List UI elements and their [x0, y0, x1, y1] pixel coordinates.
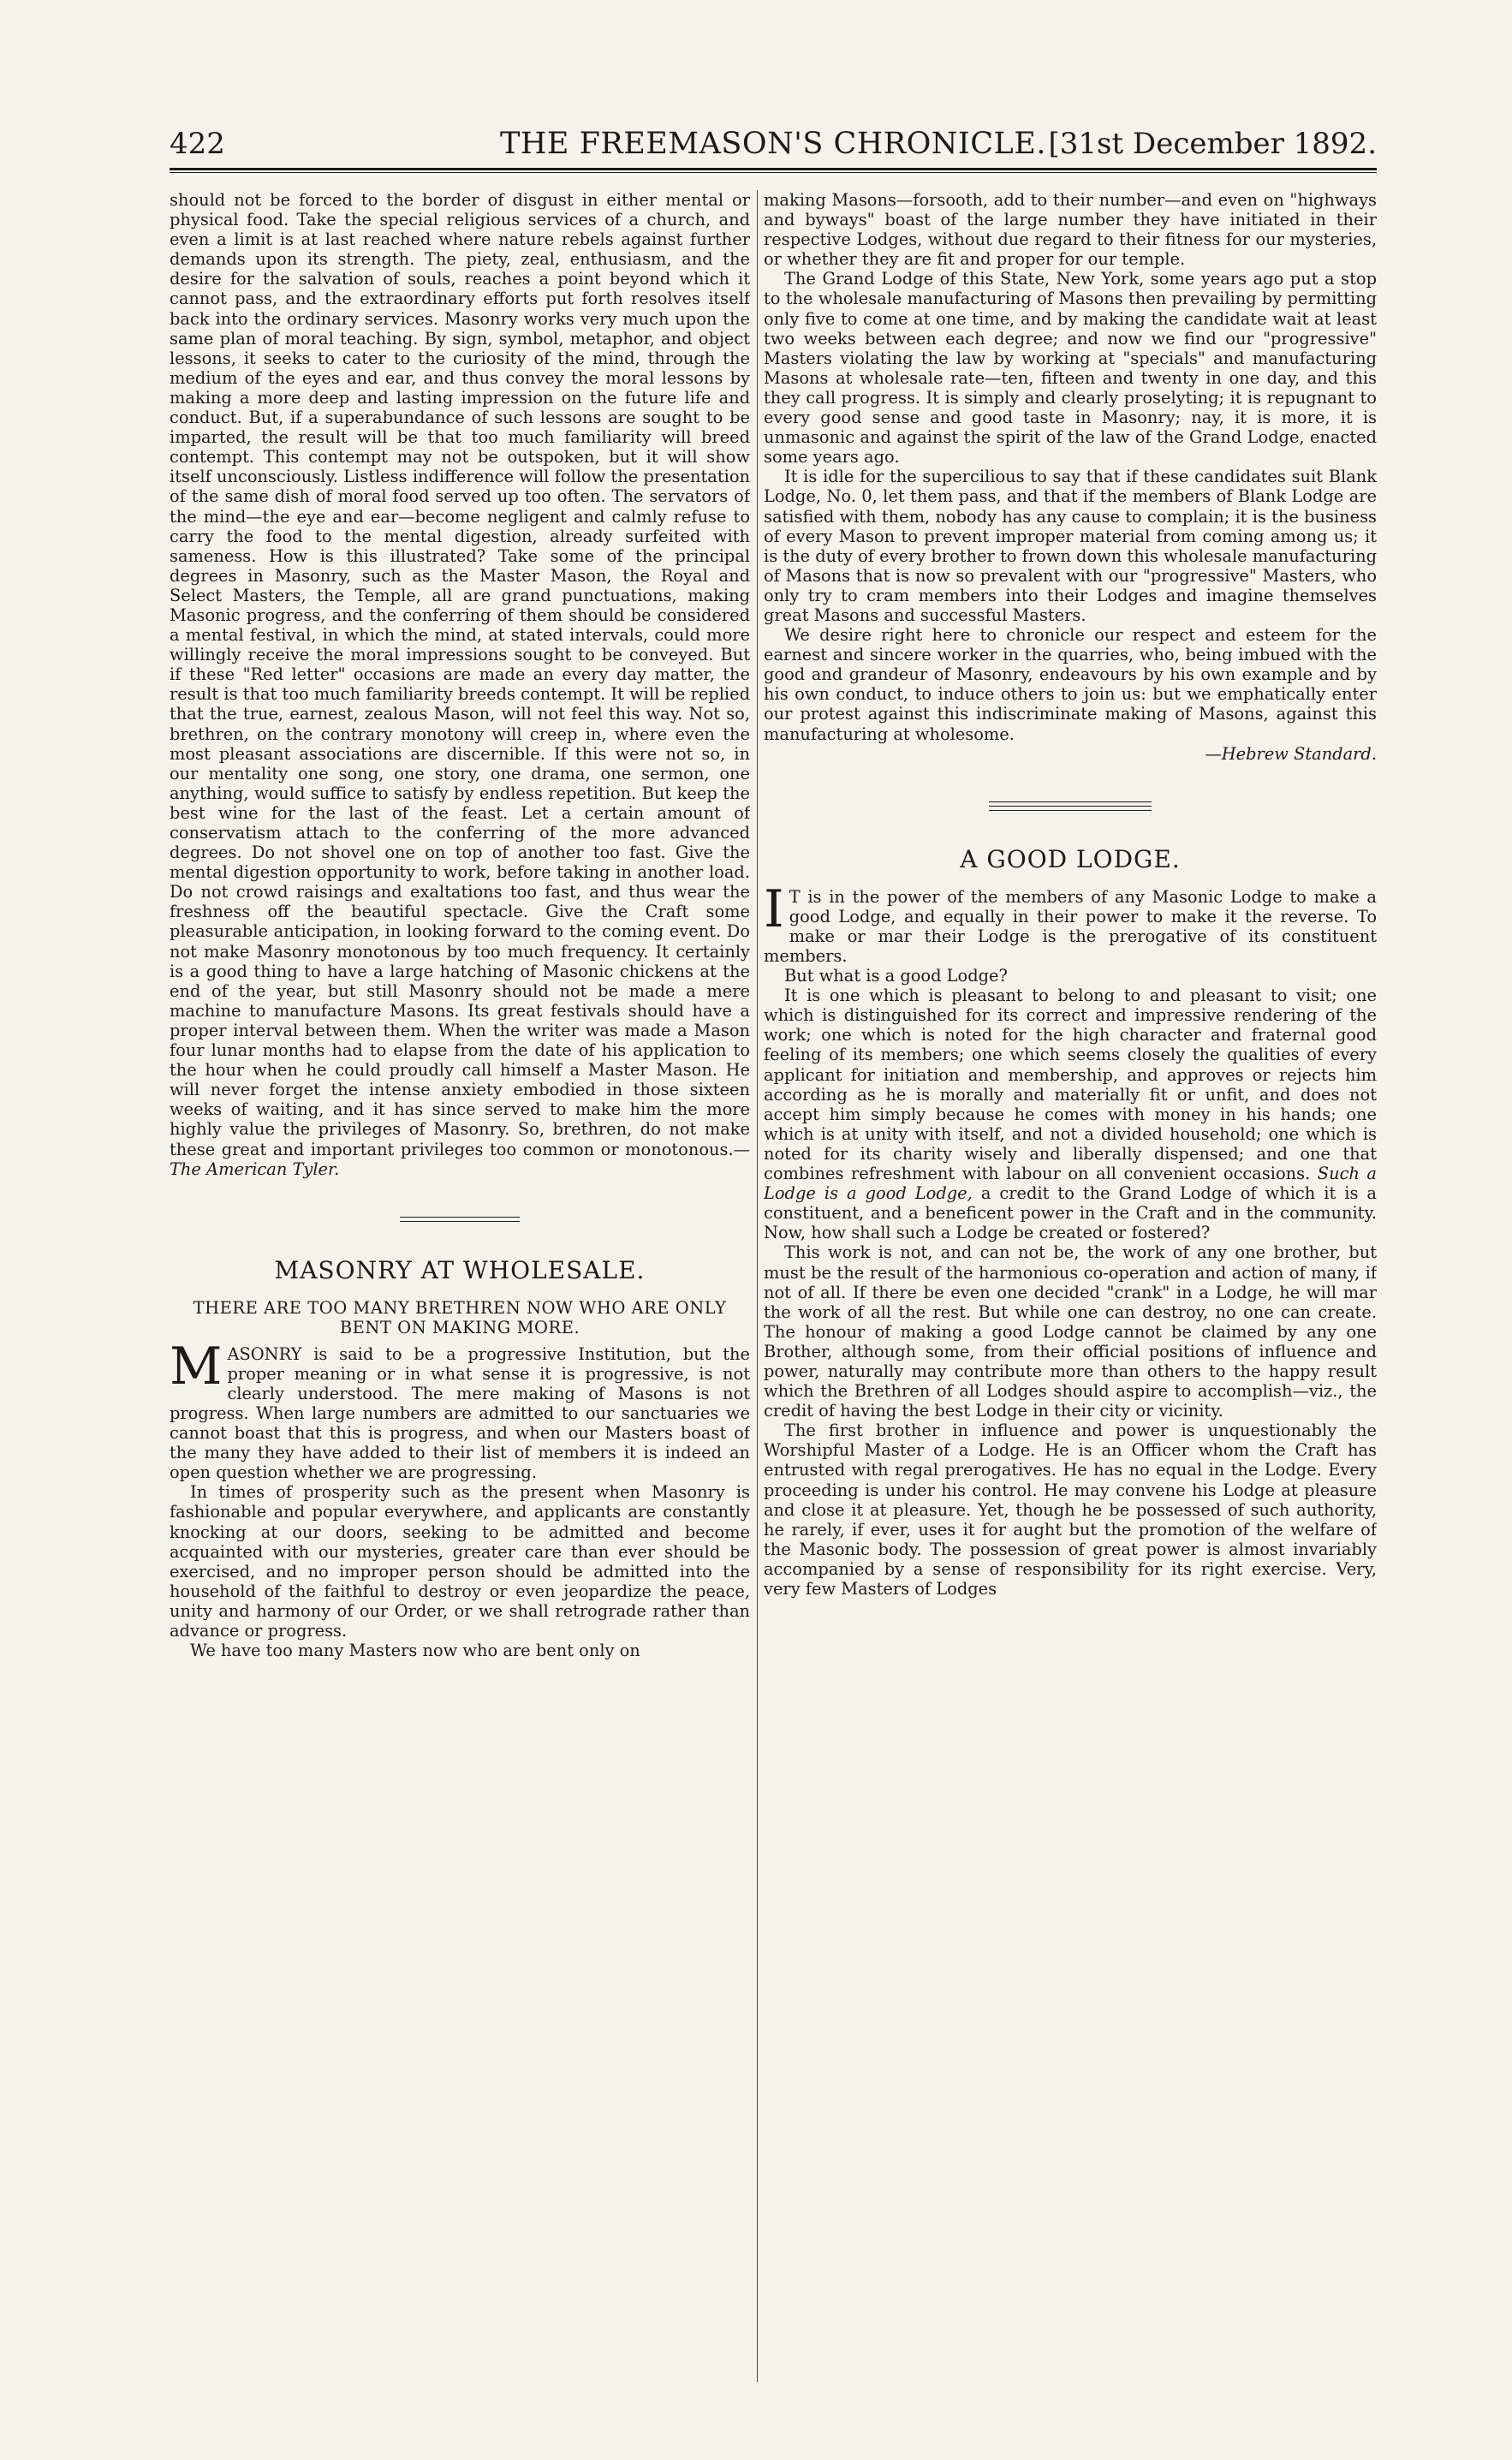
article-paragraph: This work is not, and can not be, the work of any one brother, but must be the result of the harmonious co-operation and action of many, if not of all. If there be even one decided "crank" in a Lodge, he will mar the work of all the rest. But while one can destroy, no one can create. The honour of making a good Lodge cannot be claimed by any one Brother, although some, from their official positions of influence and power, naturally may contribute more than others to the happy result which the Brethren of all Lodges should aspire to accomplish—viz., the credit of having the best Lodge in their city or vicinity.: [764, 1242, 1377, 1421]
article-paragraph: We have too many Masters now who are bent only on: [190, 1641, 640, 1661]
article-paragraph: [764, 986, 1377, 1242]
paragraph-text: T is in the power of the members of any Masonic Lodge to make a good Lodge, and equally in their power to make it the reverse. To make or mar their Lodge is the prerogative of its constituent members.: [764, 886, 1377, 966]
article-paragraph: We desire right here to chronicle our respect and esteem for the earnest and sincere worker in the quarries, who, being imbued with the good and grandeur of Masonry, endeavours by his own example and by his own conduct, to induce others to join us: but we emphatically enter our protest against this indiscriminate making of Masons, against this manufacturing at wholesome.: [764, 625, 1377, 744]
article-paragraph: In times of prosperity such as the present when Masonry is fashionable and popular everywhere, and applicants are constantly knocking at our doors, seeking to be admitted and become acquainted with our mysteries, greater care than ever should be exercised, and no improper person should be admitted into the household of the faithful to destroy or even jeopardize the peace, unity and harmony of our Order, or we shall retrograde rather than advance or progress.: [170, 1482, 750, 1641]
section-separator: [400, 1217, 520, 1222]
separator-line: [400, 1221, 520, 1222]
header-rule: [170, 168, 1377, 170]
left-column: [170, 190, 750, 2382]
separator-line: [400, 1217, 520, 1218]
source-attribution: —Hebrew Standard.: [1205, 743, 1377, 764]
paragraph-text: It is one which is pleasant to belong to and pleasant to visit; one which is distinguished for its correct and impressive rendering of the work; one which is noted for the high character and fraternal good feeling of its members; one which seems closely the qualities of every applicant for initiation and membership, and approves or rejects him according as he is morally and materially fit or unfit, and does not accept him simply because he comes with money in his hands; one which is at unity with itself, and not a divided household; one which is noted for its charity wisely and liberally dispensed; and one that combines refreshment with labour on all convenient occasions.: [764, 986, 1377, 1184]
article-paragraph: [170, 1336, 750, 1483]
article-title: MASONRY AT WHOLESALE.: [274, 1255, 646, 1284]
header-rule-thin: [170, 172, 1377, 173]
section-separator: [989, 801, 1152, 811]
drop-cap: I: [764, 879, 784, 939]
drop-cap: M: [170, 1336, 223, 1397]
page-header: [170, 127, 1377, 170]
continued-article-text: [170, 190, 750, 1179]
page-number: 422: [170, 127, 225, 161]
article-paragraph: The Grand Lodge of this State, New York, some years ago put a stop to the wholesale manufacturing of Masons then prevailing by permitting only five to come at one time, and by making the candidate wait at least two weeks between each degree; and now we find our "progressive" Masters violating the law by working at "specials" and manufacturing Masons at wholesale rate—ten, fifteen and twenty in one day, and this they call progress. It is simply and clearly proselyting; it is repugnant to every good sense and good taste in Masonry; nay, it is more, it is unmasonic and against the spirit of the law of the Grand Lodge, enacted some years ago.: [764, 269, 1377, 468]
issue-date: [31st December 1892.: [1048, 127, 1377, 161]
article-paragraph: [764, 879, 1377, 966]
article-title: A GOOD LODGE.: [960, 844, 1181, 873]
emphasis-text: Such a Lodge is a good Lodge,: [764, 1164, 1377, 1204]
separator-line: [989, 806, 1152, 807]
paragraph-text: a credit to the Grand Lodge of which it is a constituent, and a beneficent power in the Craft and in the community. Now, how shall such a Lodge be created or fostered?: [764, 1183, 1377, 1243]
right-column: [764, 190, 1377, 2382]
column-divider: [757, 190, 758, 2382]
paragraph-text: ASONRY is said to be a progressive Institution, but the proper meaning or in what sense it is progressive, is not clearly understood. The mere making of Masons is not progress. When large numbers are admitted to our sanctuaries we cannot boast that this is progress, and when our Masters boast of the many they have added to their list of members it is indeed an open question whether we are progressing.: [170, 1343, 750, 1483]
article-paragraph: It is idle for the supercilious to say that if these candidates suit Blank Lodge, No. 0, let them pass, and that if the members of Blank Lodge are satisfied with them, nobody has any cause to complain; it is the business of every Mason to prevent improper material from coming among us; it is the duty of every brother to frown down this wholesale manufacturing of Masons that is now so prevalent with our "progressive" Masters, who only try to cram members into their Lodges and imagine themselves great Masons and successful Masters.: [764, 467, 1377, 625]
separator-line: [989, 801, 1152, 802]
separator-line: [989, 810, 1152, 811]
publication-title: THE FREEMASON'S CHRONICLE.: [500, 127, 1046, 161]
source-attribution: The American Tyler.: [170, 1159, 340, 1179]
article-paragraph: The first brother in influence and power is unquestionably the Worshipful Master of a Lodge. He is an Officer whom the Craft has entrusted with regal prerogatives. He has no equal in the Lodge. Every proceeding is under his control. He may convene his Lodge at pleasure and close it at pleasure. Yet, though he be possessed of such authority, he rarely, if ever, uses it for aught but the promotion of the welfare of the Masonic body. The possession of great power is almost invariably accompanied by a sense of responsibility for its right exercise. Very, very few Masters of Lodges: [764, 1421, 1377, 1599]
article-paragraph: But what is a good Lodge?: [784, 966, 1008, 986]
article-subtitle: THERE ARE TOO MANY BRETHREN NOW WHO ARE ONLY BENT ON MAKING MORE.: [193, 1297, 727, 1337]
paragraph-text: should not be forced to the border of disgust in either mental or physical food. Take the special religious services of a church, and even a limit is at last reached where nature rebels against further demands upon its strength. The piety, zeal, enthusiasm, and the desire for the salvation of souls, reaches a point beyond which it cannot pass, and the extraordinary efforts put forth resolves itself back into the ordinary services. Masonry works very much upon the same plan of moral teaching. By sign, symbol, metaphor, and object lessons, it seeks to cater to the curiosity of the mind, through the medium of the eyes and ear, and thus convey the moral lessons by making a more deep and lasting impression on the future life and conduct. But, if a superabundance of such lessons are sought to be imparted, the result will be that too much familiarity will breed contempt. This contempt may not be outspoken, but it will show itself unconsciously. Listless indifference will follow the presentation of the same dish of moral food served up too often. The servators of the mind—the eye and ear—become negligent and calmly refuse to carry the food to the mental digestion, already surfeited with sameness. How is this illustrated? Take some of the principal degrees in Masonry, such as the Master Mason, the Royal and Select Masters, the Temple, all are grand punctuations, making Masonic progress, and the conferring of them should be considered a mental festival, in which the mind, at stated intervals, could more willingly receive the moral impressions sought to be conveyed. But if these "Red letter" occasions are made an every day matter, the result is that too much familiarity breeds contempt. It will be replied that the true, earnest, zealous Mason, will not feel this way. Not so, brethren, on the contrary monotony will creep in, where even the most pleasant associations are discernible. If this were not so, in our mentality one song, one story, one drama, one sermon, one anything, would suffice to satisfy by endless repetition. But keep the best wine for the last of the feast. Let a certain amount of conservatism attach to the conferring of the more advanced degrees. Do not shovel one on top of another too fast. Give the mental digestion opportunity to work, before taking in another load. Do not crowd raisings and exaltations too fast, and thus wear the freshness off the beautiful spectacle. Give the Craft some pleasurable anticipation, in looking forward to the coming event. Do not make Masonry monotonous by too much frequency. It certainly is a good thing to have a large hatching of Masonic chickens at the end of the year, but still Masonry should not be made a mere machine to manufacture Masons. Its great festivals should have a proper interval between them. When the writer was made a Mason four lunar months had to elapse from the date of his application to the hour when he could proudly call himself a Master Mason. He will never forget the intense anxiety embodied in those sixteen weeks of waiting, and it has since served to make him the more highly value the privileges of Masonry. So, brethren, do not make these great and important privileges too common or monotonous.—: [170, 190, 750, 1159]
article-paragraph: making Masons—forsooth, add to their number—and even on "highways and byways" boast of the large number they have initiated in their respective Lodges, without due regard to their fitness for our mysteries, or whether they are fit and proper for our temple.: [764, 190, 1377, 270]
